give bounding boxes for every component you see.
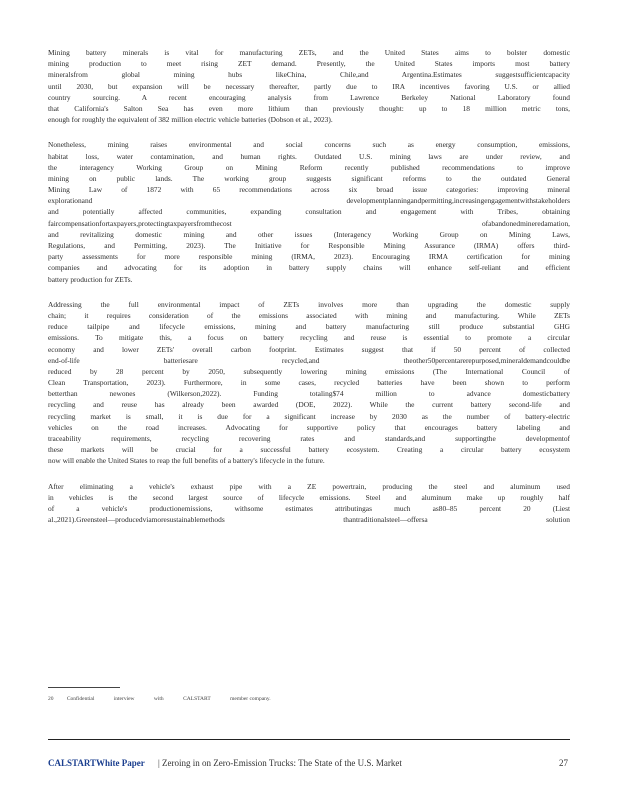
footer-divider [48,739,570,740]
text-line: economy and lower ZETs' overall carbon footprint. Estimates suggest that if 50 percent of collected [48,344,570,354]
footnote [48,695,289,703]
text-line: enough for roughly the equivalent of 382 million electric vehicle batteries (Dobson et al., 2023). [48,115,333,125]
text-line: mineralsfrom global mining hubs likeChina, Chile,and Argentina.Estimates suggestsufficientcapacity [48,70,570,80]
footnote-number: 20 [48,696,54,702]
text-line: until 2030, but expansion will be necessary thereafter, partly due to IRA incentives favoring U.S. or allied [48,81,570,91]
footnote-word: with [153,696,164,702]
text-line: of a vehicle's productionemissions, withsome estimates attributingas much as80–85 percent 20 (Liest [48,503,570,513]
text-line: the interagency Working Group on Mining Reform recently published recommendations to improve [48,162,570,172]
text-line: Mining battery minerals is vital for manufacturing ZETs, and the United States aims to bolster domestic [48,48,570,57]
footnote-separator [48,687,120,688]
footer-document-title: | Zeroing in on Zero-Emission Trucks: The State of the U.S. Market [158,758,402,768]
text-line: recycling market is small, it is due for a significant increase by 2030 as the number of battery-electric [48,411,570,421]
text-line: end-of-life batteriesare recycled,and theother50percentarerepurposed,mineraldemandcouldbe [48,355,570,365]
page-number: 27 [559,758,568,768]
text-line: al.,2021).Greensteel—producedviamoresustainablemethods thantraditionalsteel—offersa solution [48,515,570,525]
text-line: in vehicles is the second largest source of lifecycle emissions. Steel and aluminum make up roughly half [48,492,570,502]
text-line: After eliminating a vehicle's exhaust pipe with a ZE powertrain, producing the steel and aluminum used [48,481,570,491]
text-line: reduced by 28 percent by 2050, subsequently lowering mining emissions (The International Council of [48,366,570,376]
text-line: that California's Salton Sea has even more lithium than previously thought: up to 18 million metric tons, [48,103,570,113]
paragraph-steel-aluminum [48,481,570,526]
footnote-word: CALSTART [183,696,211,702]
body-text [48,47,570,539]
text-line: Regulations, and Permitting, 2023). The Initiative for Responsible Mining Assurance (IRMA) offers third- [48,241,570,250]
paragraph-environmental-impact [48,299,570,467]
text-line: Clean Transportation, 2023). Furthermore, in some cases, recycled batteries have been shown to perform [48,378,570,388]
text-line: betterthan newones (Wilkerson,2022). Funding totaling$74 million to advance domesticbattery [48,389,570,399]
text-line: chain; it requires consideration of the emissions associated with mining and manufacturing. While ZETs [48,310,570,320]
footnote-word: Confidential [66,696,95,702]
text-line: party assessments for more responsible mining (IRMA, 2023). Encouraging IRMA certification for mining [48,252,570,262]
footnote-word: interview [113,696,135,702]
text-line: Nonetheless, mining raises environmental and social concerns such as energy consumption, emissions, [48,140,570,150]
text-line: now will enable the United States to reap the full benefits of a battery's lifecycle in the future. [48,456,325,466]
text-line: explorationand developmentplanningandpermitting,increasingengagementwithstakeholders [48,196,570,206]
text-line: and revitalizing domestic mining and other issues (Interagency Working Group on Mining Laws, [48,229,570,239]
text-line: emissions. To mitigate this, a focus on battery recycling and reuse is essential to promote a circular [48,333,570,343]
text-line: faircompensationfortaxpayers,protectingtaxpayersfromthecost ofabandonedmineredamation, [48,218,570,228]
text-line: traceability requirements, recycling recovering rates and standards,and supportingthe developmentof [48,434,570,443]
text-line: habitat loss, water contamination, and human rights. Outdated U.S. mining laws are under review, and [48,151,570,161]
text-line: country sourcing. A recent encouraging analysis from Lawrence Berkeley National Laboratory found [48,92,570,102]
text-line: companies and advocating for its adoption in battery supply chains will enhance self-reliant and efficient [48,263,570,273]
text-line: vehicles on the road increases. Advocating for supportive policy that encourages battery labeling and [48,422,570,432]
paragraph-mining-concerns [48,139,570,284]
text-line: Mining Law of 1872 with 65 recommendations across six broad issue categories: improving mineral [48,185,570,195]
text-line: and potentially affected communities, expanding consultation and engagement with Tribes, obtaining [48,207,570,217]
text-line: battery production for ZETs. [48,274,133,284]
footer-brand: CALSTARTWhite Paper [48,758,145,768]
text-line: mining production to meet rising ZET demand. Presently, the United States imports most battery [48,59,570,69]
text-line: recycling and reuse has already been awarded (DOE, 2022). While the current battery second-life and [48,400,570,410]
text-line: reduce tailpipe and lifecycle emissions, mining and battery manufacturing still produce substantial GHG [48,322,570,332]
text-line: mining on public lands. The working group suggests significant reforms to the outdated General [48,173,570,183]
text-line: these markets will be crucial for a successful battery ecosystem. Creating a circular battery ecosystem [48,445,570,455]
paragraph-battery-minerals [48,47,570,125]
text-line: Addressing the full environmental impact of ZETs involves more than upgrading the domestic supply [48,299,570,309]
footnote-word: member company. [230,696,271,702]
page-footer [48,758,570,772]
